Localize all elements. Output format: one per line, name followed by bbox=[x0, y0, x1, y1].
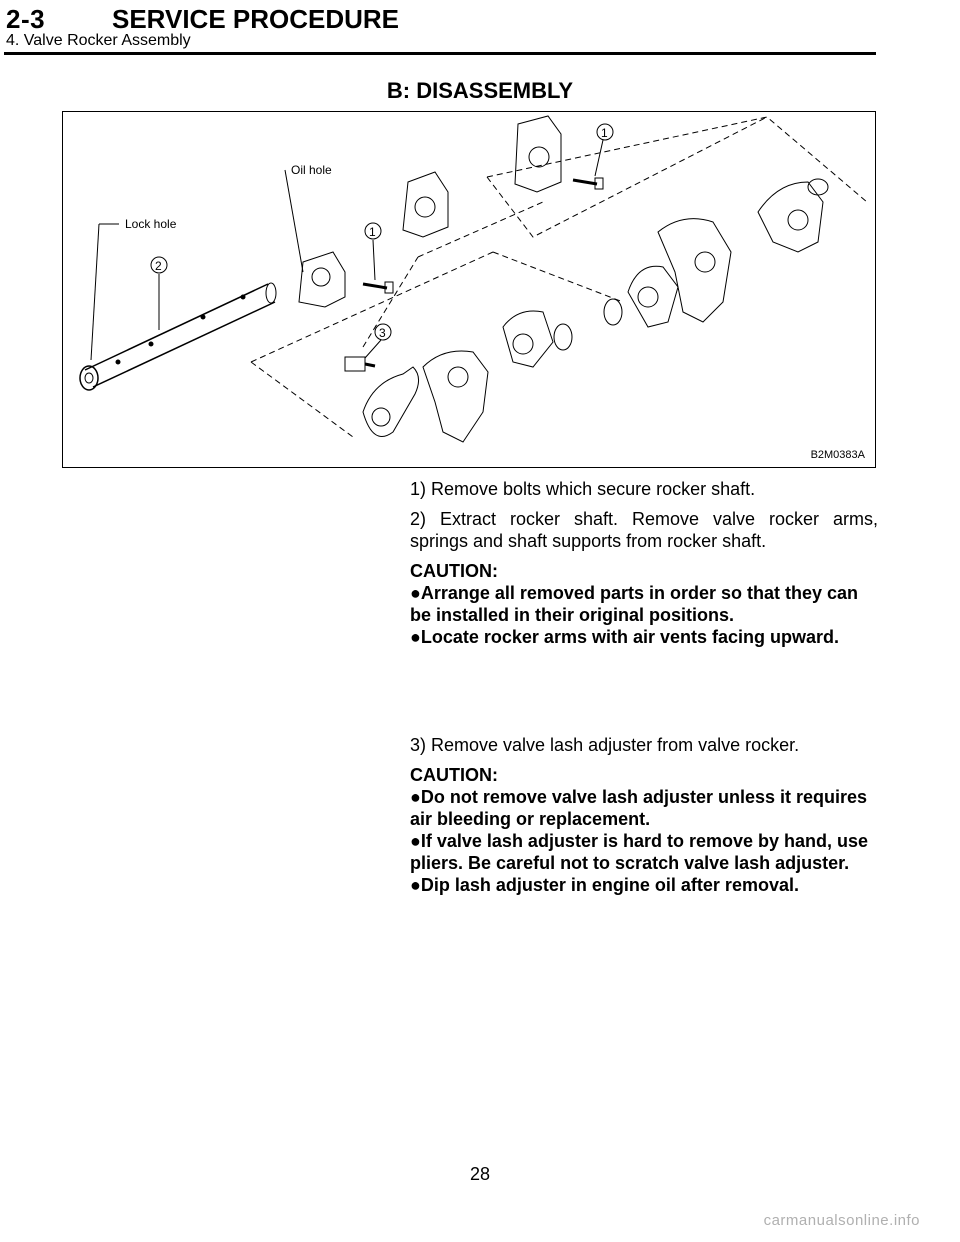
caution-title: CAUTION: bbox=[410, 561, 498, 581]
bolt bbox=[363, 178, 603, 293]
page-number: 28 bbox=[469, 1164, 491, 1184]
step-3: 3) Remove valve lash adjuster from valve rocker. bbox=[410, 735, 800, 755]
oil-hole-label: Oil hole bbox=[291, 163, 332, 177]
rocker-assembly-illustration bbox=[63, 112, 877, 469]
caution-title: CAUTION: bbox=[410, 765, 498, 785]
page-title: B: DISASSEMBLY bbox=[386, 78, 574, 103]
section-title: SERVICE PROCEDURE bbox=[112, 4, 400, 34]
rocker-arm bbox=[604, 179, 828, 327]
caution-item: ●If valve lash adjuster is hard to remove by hand, use pliers. Be careful not to scratch valve lash adjuster. bbox=[410, 831, 869, 873]
rocker-shaft bbox=[80, 283, 276, 390]
caution-item: ●Arrange all removed parts in order so that they can be installed in their original positions. bbox=[410, 583, 858, 625]
step-1: 1) Remove bolts which secure rocker shaft. bbox=[410, 479, 756, 499]
caution-item: ●Do not remove valve lash adjuster unless it requires air bleeding or replacement. bbox=[410, 787, 868, 829]
callout-3: 3 bbox=[379, 326, 386, 340]
section-number: 2-3 bbox=[6, 4, 46, 34]
watermark: carmanualsonline.info bbox=[763, 1212, 920, 1229]
steps-1-2 bbox=[410, 478, 878, 648]
lock-hole-label: Lock hole bbox=[125, 217, 177, 231]
lash-adjuster bbox=[345, 357, 375, 371]
callout-2: 2 bbox=[155, 259, 162, 273]
step-3-block bbox=[410, 734, 878, 896]
caution-item: ●Locate rocker arms with air vents facing upward. bbox=[410, 627, 840, 647]
rocker-arm bbox=[363, 311, 572, 442]
figure-code: B2M0383A bbox=[810, 449, 865, 461]
header-rule bbox=[4, 52, 876, 55]
caution-item: ●Dip lash adjuster in engine oil after removal. bbox=[410, 875, 799, 895]
exploded-diagram bbox=[62, 111, 876, 468]
callout-1: 1 bbox=[601, 126, 608, 140]
step-2: 2) Extract rocker shaft. Remove valve rocker arms, springs and shaft supports from rocker shaft. bbox=[410, 509, 878, 551]
callout-1: 1 bbox=[369, 225, 376, 239]
subsection-title: 4. Valve Rocker Assembly bbox=[6, 32, 191, 49]
